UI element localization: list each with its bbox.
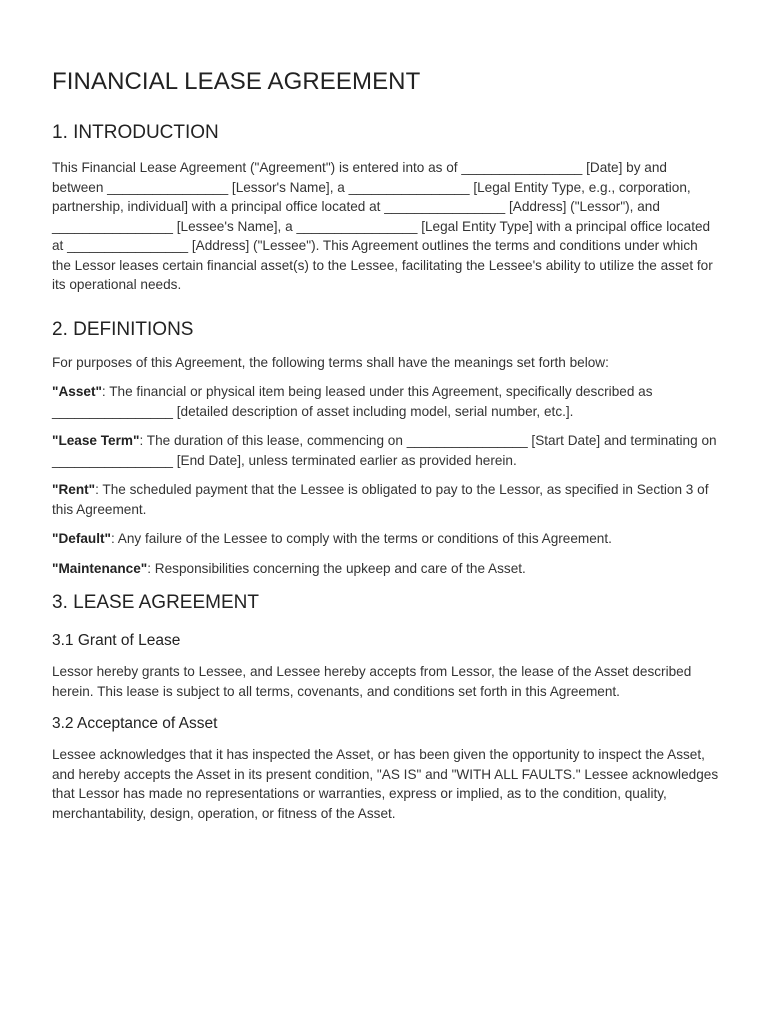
definition-term: "Maintenance" xyxy=(52,560,148,576)
definition-text: : The duration of this lease, commencing on ________________ [Start Date] and terminating on ________________ [End Date], unless terminated earlier as provided herein. xyxy=(52,433,717,468)
definition-item-rent xyxy=(52,480,720,519)
definition-item-lease-term xyxy=(52,431,720,470)
section-definitions xyxy=(52,319,720,579)
definition-item-maintenance xyxy=(52,559,720,579)
definition-text: : Any failure of the Lessee to comply with the terms or conditions of this Agreement. xyxy=(110,531,612,546)
section-introduction xyxy=(52,122,720,295)
subsection-heading: 3.2 Acceptance of Asset xyxy=(52,715,218,732)
definition-term: "Asset" xyxy=(52,384,102,399)
section-heading-introduction: 1. INTRODUCTION xyxy=(52,122,219,143)
subsection-grant-of-lease xyxy=(52,632,720,701)
definition-term: "Lease Term" xyxy=(52,433,140,448)
definition-term: "Rent" xyxy=(52,482,96,497)
introduction-paragraph: This Financial Lease Agreement ("Agreement") is entered into as of ________________ [Date] by and between ________________ [Lessor's Name], a ________________ [Legal Entity Type, e.g., corporation, partnership, individual] with a principal office located at ________________ [Address] ("Lessor"), and ________________ [Lessee's Name], a ________________ [Legal Entity Type] with a principal office located at ________________ [Address] ("Lessee"). This Agreement outlines the terms and conditions under which the Lessor leases certain financial asset(s) to the Lessee, facilitating the Lessee's ability to utilize the asset for its operational needs. xyxy=(52,160,713,292)
subsection-paragraph: Lessee acknowledges that it has inspected the Asset, or has been given the opportunity to inspect the Asset, and hereby accepts the Asset in its present condition, "AS IS" and "WITH ALL FAULTS." Lessee acknowledges that Lessor has made no representations or warranties, express or implied, as to the condition, quality, merchantability, design, operation, or fitness of the Asset. xyxy=(52,747,719,821)
definitions-intro: For purposes of this Agreement, the following terms shall have the meanings set forth below: xyxy=(52,354,609,370)
section-lease-agreement xyxy=(52,592,720,823)
subsection-heading: 3.1 Grant of Lease xyxy=(52,632,181,649)
section-heading-lease-agreement: 3. LEASE AGREEMENT xyxy=(52,592,259,613)
subsection-paragraph: Lessor hereby grants to Lessee, and Lessee hereby accepts from Lessor, the lease of the Asset described herein. This lease is subject to all terms, covenants, and conditions set forth in this Agreement. xyxy=(52,664,692,699)
definition-item-asset xyxy=(52,382,720,421)
definition-text: : The scheduled payment that the Lessee is obligated to pay to the Lessor, as specified in Section 3 of this Agreement. xyxy=(52,482,709,517)
definition-term: "Default" xyxy=(52,531,111,546)
document-title: FINANCIAL LEASE AGREEMENT xyxy=(52,68,421,95)
definition-item-default xyxy=(52,529,720,549)
definition-text: : Responsibilities concerning the upkeep and care of the Asset. xyxy=(147,560,526,576)
subsection-acceptance-of-asset xyxy=(52,715,720,823)
definition-text: : The financial or physical item being leased under this Agreement, specifically described as ________________ [detailed description of asset including model, serial number, etc.]. xyxy=(52,384,653,419)
section-heading-definitions: 2. DEFINITIONS xyxy=(52,318,194,340)
